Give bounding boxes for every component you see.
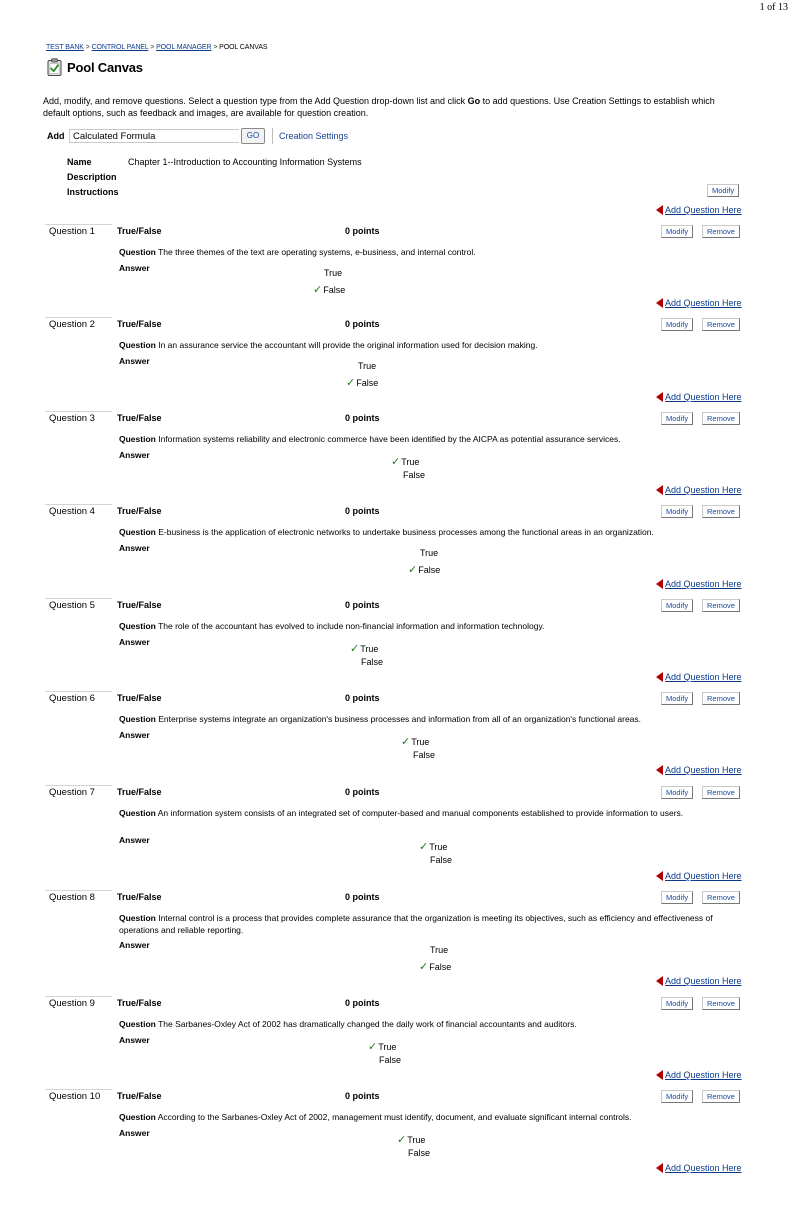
add-question-here-link[interactable] bbox=[656, 485, 742, 495]
breadcrumb-control-panel[interactable]: CONTROL PANEL bbox=[91, 44, 149, 51]
checkmark-icon: ✓ bbox=[397, 1134, 407, 1146]
question-type: True/False bbox=[117, 998, 162, 1008]
answer-option-label: False bbox=[323, 285, 346, 295]
add-question-here-label: Add Question Here bbox=[665, 205, 742, 215]
add-question-here-label: Add Question Here bbox=[665, 579, 742, 589]
breadcrumb-separator: > bbox=[213, 44, 218, 51]
question-number-rule bbox=[45, 504, 112, 505]
question-number-rule bbox=[45, 224, 112, 225]
breadcrumb-test-bank[interactable]: TEST BANK bbox=[46, 44, 84, 51]
arrow-left-icon bbox=[656, 765, 663, 775]
answer-option-label: True bbox=[411, 737, 430, 747]
modify-question-button[interactable]: Modify bbox=[661, 786, 693, 799]
question-number: Question 6 bbox=[49, 693, 95, 704]
question-type: True/False bbox=[117, 600, 162, 610]
question-number: Question 10 bbox=[49, 1091, 101, 1102]
arrow-left-icon bbox=[656, 298, 663, 308]
breadcrumb-separator: > bbox=[85, 44, 90, 51]
arrow-left-icon bbox=[656, 205, 663, 215]
answer-label: Answer bbox=[119, 543, 150, 553]
intro-text-rest: to add questions. Use Creation Settings to establish which default options, such as feedback and images, are available for question creation. bbox=[43, 96, 715, 118]
add-question-here-label: Add Question Here bbox=[665, 976, 742, 986]
answer-option bbox=[379, 1055, 401, 1065]
answer-option bbox=[430, 855, 452, 865]
add-question-here-link[interactable] bbox=[656, 672, 742, 682]
answer-option bbox=[419, 840, 447, 853]
question-text bbox=[119, 1018, 731, 1030]
answer-option-label: True bbox=[407, 1135, 426, 1145]
answer-option-label: False bbox=[430, 855, 453, 865]
modify-question-button[interactable]: Modify bbox=[661, 891, 693, 904]
remove-question-button[interactable]: Remove bbox=[702, 505, 740, 518]
question-type: True/False bbox=[117, 319, 162, 329]
modify-question-button[interactable]: Modify bbox=[661, 997, 693, 1010]
add-question-here-link[interactable] bbox=[656, 871, 742, 881]
toolbar-divider bbox=[272, 128, 273, 144]
question-number-rule bbox=[45, 996, 112, 997]
question-body: E-business is the application of electronic networks to undertake business processes among the functional areas in an organization. bbox=[158, 527, 654, 537]
question-body: An information system consists of an integrated set of computer-based and manual components established to provide information to users. bbox=[157, 808, 684, 818]
answer-option-label: False bbox=[403, 470, 426, 480]
modify-question-button[interactable]: Modify bbox=[661, 318, 693, 331]
arrow-left-icon bbox=[656, 976, 663, 986]
question-text bbox=[119, 339, 731, 351]
arrow-left-icon bbox=[656, 871, 663, 881]
answer-option-label: False bbox=[379, 1055, 402, 1065]
modify-question-button[interactable]: Modify bbox=[661, 692, 693, 705]
question-label: Question bbox=[119, 913, 156, 923]
answer-option bbox=[358, 361, 376, 371]
question-text bbox=[119, 526, 731, 538]
creation-settings-link[interactable]: Creation Settings bbox=[279, 131, 349, 141]
question-body: Information systems reliability and electronic commerce have been identified by the AICPA as potential assurance services. bbox=[158, 434, 621, 444]
modify-pool-button[interactable]: Modify bbox=[707, 184, 739, 197]
answer-option bbox=[430, 945, 448, 955]
question-text bbox=[119, 246, 731, 258]
add-question-here-link[interactable] bbox=[656, 579, 742, 589]
question-text bbox=[119, 433, 731, 445]
remove-question-button[interactable]: Remove bbox=[702, 997, 740, 1010]
question-label: Question bbox=[119, 434, 156, 444]
arrow-left-icon bbox=[656, 1070, 663, 1080]
intro-text: Add, modify, and remove questions. Select a question type from the Add Question drop-down list and click bbox=[43, 96, 468, 106]
add-question-here-label: Add Question Here bbox=[665, 1163, 742, 1173]
question-body: The Sarbanes-Oxley Act of 2002 has dramatically changed the daily work of financial accountants and auditors. bbox=[158, 1019, 577, 1029]
arrow-left-icon bbox=[656, 1163, 663, 1173]
question-number: Question 1 bbox=[49, 226, 95, 237]
question-label: Question bbox=[119, 621, 156, 631]
answer-label: Answer bbox=[119, 450, 150, 460]
checkmark-icon: ✓ bbox=[391, 456, 401, 468]
answer-option-label: False bbox=[418, 565, 441, 575]
answer-option bbox=[391, 455, 419, 468]
pool-instructions-label: Instructions bbox=[67, 187, 119, 197]
checkmark-icon: ✓ bbox=[313, 284, 323, 296]
breadcrumb-pool-manager[interactable]: POOL MANAGER bbox=[156, 44, 212, 51]
question-points: 0 points bbox=[345, 998, 380, 1008]
question-number: Question 9 bbox=[49, 998, 95, 1009]
arrow-left-icon bbox=[656, 672, 663, 682]
question-number: Question 5 bbox=[49, 600, 95, 611]
checkmark-icon: ✓ bbox=[401, 736, 411, 748]
modify-question-button[interactable]: Modify bbox=[661, 505, 693, 518]
add-question-here-link[interactable] bbox=[656, 392, 742, 402]
page-instructions bbox=[43, 95, 743, 119]
answer-option bbox=[313, 283, 345, 296]
page-header bbox=[47, 58, 143, 76]
answer-option-label: True bbox=[324, 268, 343, 278]
page-title: Pool Canvas bbox=[67, 59, 143, 75]
answer-option-label: False bbox=[361, 657, 384, 667]
remove-question-button[interactable]: Remove bbox=[702, 599, 740, 612]
modify-question-button[interactable]: Modify bbox=[661, 225, 693, 238]
question-points: 0 points bbox=[345, 1091, 380, 1101]
remove-question-button[interactable]: Remove bbox=[702, 786, 740, 799]
answer-label: Answer bbox=[119, 356, 150, 366]
question-number-rule bbox=[45, 411, 112, 412]
add-question-bar bbox=[47, 128, 348, 144]
answer-option bbox=[361, 657, 383, 667]
answer-option bbox=[413, 750, 435, 760]
answer-option bbox=[350, 642, 378, 655]
answer-option bbox=[368, 1040, 396, 1053]
pool-name-label: Name bbox=[67, 157, 92, 167]
question-text bbox=[119, 620, 731, 632]
question-body: According to the Sarbanes-Oxley Act of 2002, management must identify, document, and evaluate significant internal controls. bbox=[157, 1112, 632, 1122]
question-number: Question 3 bbox=[49, 413, 95, 424]
page-indicator: 1 of 13 bbox=[759, 2, 788, 13]
question-number-rule bbox=[45, 1089, 112, 1090]
question-points: 0 points bbox=[345, 413, 380, 423]
modify-question-button[interactable]: Modify bbox=[661, 599, 693, 612]
remove-question-button[interactable]: Remove bbox=[702, 318, 740, 331]
remove-question-button[interactable]: Remove bbox=[702, 225, 740, 238]
answer-option bbox=[408, 563, 440, 576]
breadcrumb-pool-canvas: POOL CANVAS bbox=[219, 44, 268, 51]
answer-option-label: True bbox=[358, 361, 377, 371]
add-question-here-label: Add Question Here bbox=[665, 871, 742, 881]
add-question-here-link[interactable] bbox=[656, 1070, 742, 1080]
arrow-left-icon bbox=[656, 392, 663, 402]
answer-option-label: False bbox=[429, 962, 452, 972]
answer-label: Answer bbox=[119, 940, 150, 950]
checkmark-icon: ✓ bbox=[350, 643, 360, 655]
add-question-here-link[interactable] bbox=[656, 765, 742, 775]
add-question-here-link[interactable] bbox=[656, 205, 742, 215]
question-type: True/False bbox=[117, 226, 162, 236]
question-text bbox=[119, 807, 731, 819]
question-points: 0 points bbox=[345, 693, 380, 703]
question-body: The three themes of the text are operating systems, e-business, and internal control. bbox=[158, 247, 476, 257]
answer-option-label: True bbox=[420, 548, 439, 558]
remove-question-button[interactable]: Remove bbox=[702, 1090, 740, 1103]
answer-option-label: True bbox=[429, 842, 448, 852]
answer-option bbox=[346, 376, 378, 389]
question-number: Question 7 bbox=[49, 787, 95, 798]
answer-label: Answer bbox=[119, 637, 150, 647]
answer-option bbox=[403, 470, 425, 480]
question-type: True/False bbox=[117, 1091, 162, 1101]
question-text bbox=[119, 1111, 731, 1123]
answer-option-label: True bbox=[401, 457, 420, 467]
question-label: Question bbox=[119, 1019, 156, 1029]
question-text bbox=[119, 912, 731, 936]
question-type-select[interactable]: Calculated Formula bbox=[69, 129, 239, 143]
add-label: Add bbox=[47, 131, 65, 141]
question-points: 0 points bbox=[345, 787, 380, 797]
clipboard-check-icon bbox=[47, 58, 62, 76]
answer-option bbox=[324, 268, 342, 278]
answer-label: Answer bbox=[119, 263, 150, 273]
checkmark-icon: ✓ bbox=[408, 564, 418, 576]
add-question-here-label: Add Question Here bbox=[665, 672, 742, 682]
add-question-here-label: Add Question Here bbox=[665, 392, 742, 402]
checkmark-icon: ✓ bbox=[346, 377, 356, 389]
question-number-rule bbox=[45, 785, 112, 786]
question-number: Question 8 bbox=[49, 892, 95, 903]
breadcrumb-separator: > bbox=[150, 44, 155, 51]
add-question-here-label: Add Question Here bbox=[665, 298, 742, 308]
question-label: Question bbox=[119, 1112, 156, 1122]
arrow-left-icon bbox=[656, 579, 663, 589]
question-label: Question bbox=[119, 808, 156, 818]
remove-question-button[interactable]: Remove bbox=[702, 412, 740, 425]
add-question-here-label: Add Question Here bbox=[665, 485, 742, 495]
answer-option-label: False bbox=[408, 1148, 431, 1158]
go-button[interactable]: GO bbox=[241, 128, 265, 144]
question-body: In an assurance service the accountant will provide the original information used for decision making. bbox=[158, 340, 538, 350]
answer-option bbox=[408, 1148, 430, 1158]
answer-option bbox=[397, 1133, 425, 1146]
question-points: 0 points bbox=[345, 319, 380, 329]
question-number: Question 2 bbox=[49, 319, 95, 330]
answer-option-label: True bbox=[430, 945, 449, 955]
question-type: True/False bbox=[117, 693, 162, 703]
question-type: True/False bbox=[117, 787, 162, 797]
question-label: Question bbox=[119, 247, 156, 257]
add-question-here-link[interactable] bbox=[656, 1163, 742, 1173]
add-question-here-label: Add Question Here bbox=[665, 765, 742, 775]
question-points: 0 points bbox=[345, 226, 380, 236]
add-question-here-label: Add Question Here bbox=[665, 1070, 742, 1080]
question-text bbox=[119, 713, 731, 725]
answer-option-label: True bbox=[378, 1042, 397, 1052]
answer-option bbox=[419, 960, 451, 973]
question-body: Enterprise systems integrate an organization's business processes and information from all of an organization's functional areas. bbox=[158, 714, 642, 724]
answer-option bbox=[420, 548, 438, 558]
add-question-here-link[interactable] bbox=[656, 298, 742, 308]
question-number-rule bbox=[45, 317, 112, 318]
modify-question-button[interactable]: Modify bbox=[661, 1090, 693, 1103]
answer-option-label: False bbox=[356, 378, 379, 388]
question-label: Question bbox=[119, 714, 156, 724]
answer-label: Answer bbox=[119, 1128, 150, 1138]
answer-label: Answer bbox=[119, 835, 150, 845]
question-type: True/False bbox=[117, 413, 162, 423]
checkmark-icon: ✓ bbox=[368, 1041, 378, 1053]
pool-info bbox=[67, 155, 362, 200]
question-points: 0 points bbox=[345, 506, 380, 516]
question-type: True/False bbox=[117, 892, 162, 902]
question-number-rule bbox=[45, 598, 112, 599]
answer-option bbox=[401, 735, 429, 748]
question-body: The role of the accountant has evolved to include non-financial information and information technology. bbox=[158, 621, 545, 631]
question-type: True/False bbox=[117, 506, 162, 516]
checkmark-icon: ✓ bbox=[419, 841, 429, 853]
question-body: Internal control is a process that provides complete assurance that the organization is meeting its objectives, such as efficiency and effectiveness of operations and reliable reporting. bbox=[119, 913, 713, 935]
remove-question-button[interactable]: Remove bbox=[702, 891, 740, 904]
answer-option-label: False bbox=[413, 750, 436, 760]
pool-description-label: Description bbox=[67, 172, 117, 182]
question-label: Question bbox=[119, 340, 156, 350]
arrow-left-icon bbox=[656, 485, 663, 495]
intro-go-emphasis: Go bbox=[467, 96, 481, 106]
question-points: 0 points bbox=[345, 892, 380, 902]
pool-name-value: Chapter 1--Introduction to Accounting Information Systems bbox=[128, 157, 362, 167]
answer-label: Answer bbox=[119, 730, 150, 740]
question-number-rule bbox=[45, 890, 112, 891]
question-number-rule bbox=[45, 691, 112, 692]
question-points: 0 points bbox=[345, 600, 380, 610]
question-number: Question 4 bbox=[49, 506, 95, 517]
answer-label: Answer bbox=[119, 1035, 150, 1045]
answer-option-label: True bbox=[360, 644, 379, 654]
checkmark-icon: ✓ bbox=[419, 961, 429, 973]
remove-question-button[interactable]: Remove bbox=[702, 692, 740, 705]
question-label: Question bbox=[119, 527, 156, 537]
add-question-here-link[interactable] bbox=[656, 976, 742, 986]
breadcrumb bbox=[46, 44, 267, 51]
modify-question-button[interactable]: Modify bbox=[661, 412, 693, 425]
